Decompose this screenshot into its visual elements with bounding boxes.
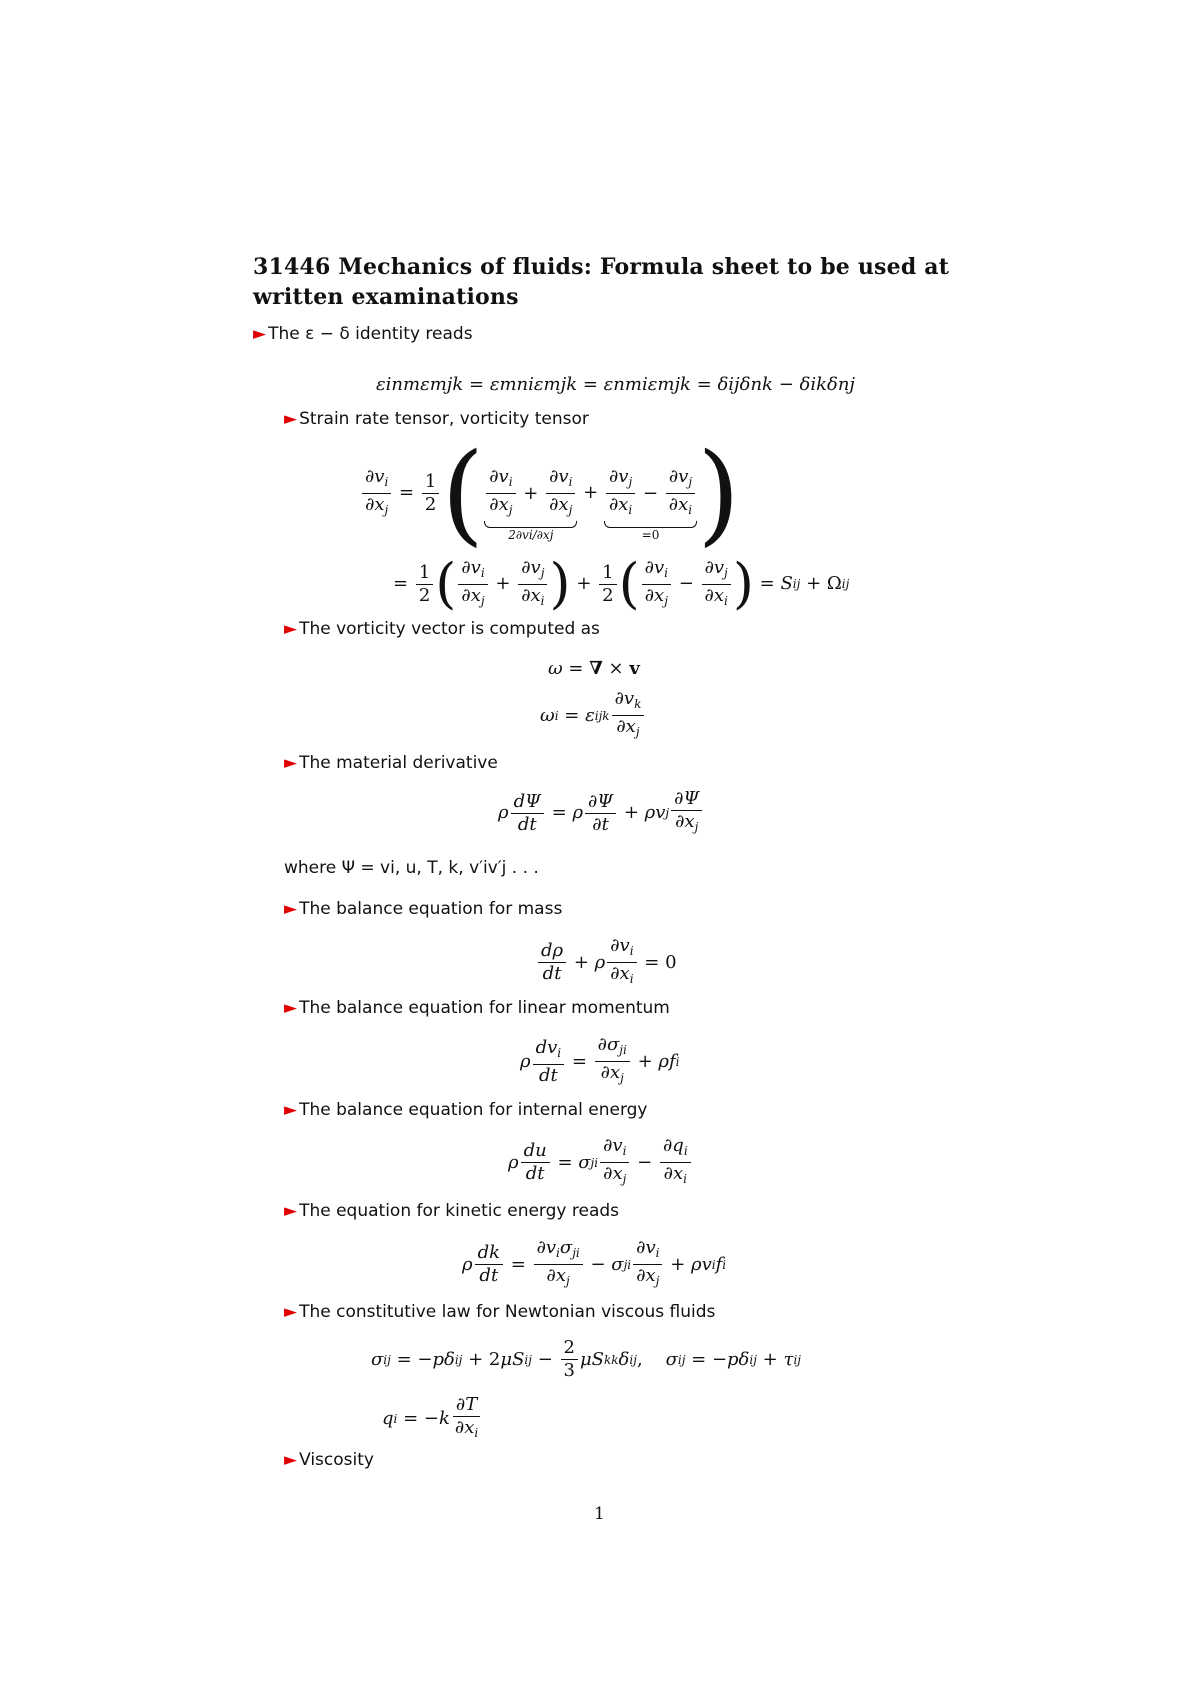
- brace-label: 2∂vi/∂xj: [508, 528, 554, 542]
- bullet-triangle-icon: ►: [253, 324, 267, 344]
- bullet-triangle-icon: ►: [284, 1302, 298, 1322]
- eq-vorticity-vector: ω = ∇ × v: [548, 658, 640, 679]
- where-psi-text: where Ψ = vi, u, T, k, v′iv′j . . .: [284, 858, 539, 878]
- eq-energy-balance: ρ $\frac{du}{dt}$ = σ ji $\frac{\partial v_i}{\partial x_j}$ − $\frac{\partial q_i}{\partial x_i}$: [508, 1135, 693, 1190]
- eq-constitutive-stress: σ ij = − pδ ij + 2 μS ij − $\frac{2}{3}$ μS kk δ ij , σ ij = − pδ ij + τ ij: [371, 1337, 802, 1381]
- bullet-viscosity: [284, 1450, 374, 1470]
- document-title: 31446 Mechanics of fluids: Formula sheet to be used at written examinations: [253, 254, 950, 310]
- eq-vorticity-index: ω i = ε ijk $\frac{\partial v_k}{\partial x_j}$: [540, 688, 646, 743]
- item-label: Strain rate tensor, vorticity tensor: [299, 409, 589, 429]
- bullet-strain-rate: [284, 409, 589, 429]
- bullet-triangle-icon: ►: [284, 1450, 298, 1470]
- eq-strain-rate-1: $\frac{\partial v_i}{\partial x_j}$ = $\frac{1}{2}$ ( $\frac{\partial v_i}{\partial x_j}$ + $\frac{\partial v_i}{\partial x_j}$ 2∂vi/∂xj + $\frac{\partial v_j}{\partial x_i}$ − $\frac{\partial v_j}{\partial x_i}$ =0 ): [360, 438, 740, 548]
- item-label: Viscosity: [299, 1450, 374, 1470]
- page-number: 1: [594, 1504, 605, 1524]
- item-label: The balance equation for linear momentum: [299, 998, 670, 1018]
- bullet-triangle-icon: ►: [284, 899, 298, 919]
- bullet-constitutive-law: [284, 1302, 715, 1322]
- bullet-mass-balance: [284, 899, 562, 919]
- eq-fourier-law: q i = − k $\frac{\partial T}{\partial x_i}$: [382, 1394, 479, 1440]
- item-label: The material derivative: [299, 753, 498, 773]
- bullet-triangle-icon: ►: [284, 998, 298, 1018]
- eq-kinetic-energy: ρ $\frac{dk}{dt}$ = $\frac{\partial v_i\sigma_{ji}}{\partial x_j}$ − σ ji $\frac{\partial v_i}{\partial x_j}$ + ρv i f i: [462, 1237, 727, 1288]
- eq-strain-rate-2: = $\frac{1}{2}$ ( $\frac{\partial v_i}{\partial x_j}$ + $\frac{\partial v_j}{\partial x_i}$ ) + $\frac{1}{2}$ ( $\frac{\partial v_i}{\partial x_j}$ − $\frac{\partial v_j}{\partial x_i}$ ) = S ij + Ω ij: [393, 552, 850, 615]
- bullet-triangle-icon: ►: [284, 1100, 298, 1120]
- bullet-energy-balance: [284, 1100, 648, 1120]
- bullet-eps-delta: [253, 324, 473, 344]
- item-label: The ε − δ identity reads: [268, 324, 473, 344]
- bullet-material-derivative: [284, 753, 498, 773]
- bullet-kinetic-energy: [284, 1201, 619, 1221]
- brace-label: =0: [641, 528, 660, 542]
- eq-eps-delta: εinmεmjk = εmniεmjk = εnmiεmjk = δijδnk − δikδnj: [376, 374, 856, 395]
- item-label: The vorticity vector is computed as: [299, 619, 600, 639]
- bullet-vorticity: [284, 619, 600, 639]
- eq-mass-balance: $\frac{d\rho}{dt}$ + ρ $\frac{\partial v_i}{\partial x_i}$ = 0: [536, 935, 677, 990]
- eq-momentum-balance: ρ $\frac{dv_i}{dt}$ = $\frac{\partial\sigma_{ji}}{\partial x_j}$ + ρf i: [520, 1034, 680, 1086]
- bullet-momentum-balance: [284, 998, 670, 1018]
- item-label: The equation for kinetic energy reads: [299, 1201, 620, 1221]
- bullet-triangle-icon: ►: [284, 1201, 298, 1221]
- item-label: The constitutive law for Newtonian viscous fluids: [299, 1302, 716, 1322]
- eq-material-derivative: ρ $\frac{d\Psi}{dt}$ = ρ $\frac{\partial\Psi}{\partial t}$ + ρv j $\frac{\partial\Psi}{\partial x_j}$: [498, 788, 704, 838]
- bullet-triangle-icon: ►: [284, 409, 298, 429]
- item-label: The balance equation for mass: [299, 899, 563, 919]
- item-label: The balance equation for internal energy: [299, 1100, 648, 1120]
- bullet-triangle-icon: ►: [284, 753, 298, 773]
- bullet-triangle-icon: ►: [284, 619, 298, 639]
